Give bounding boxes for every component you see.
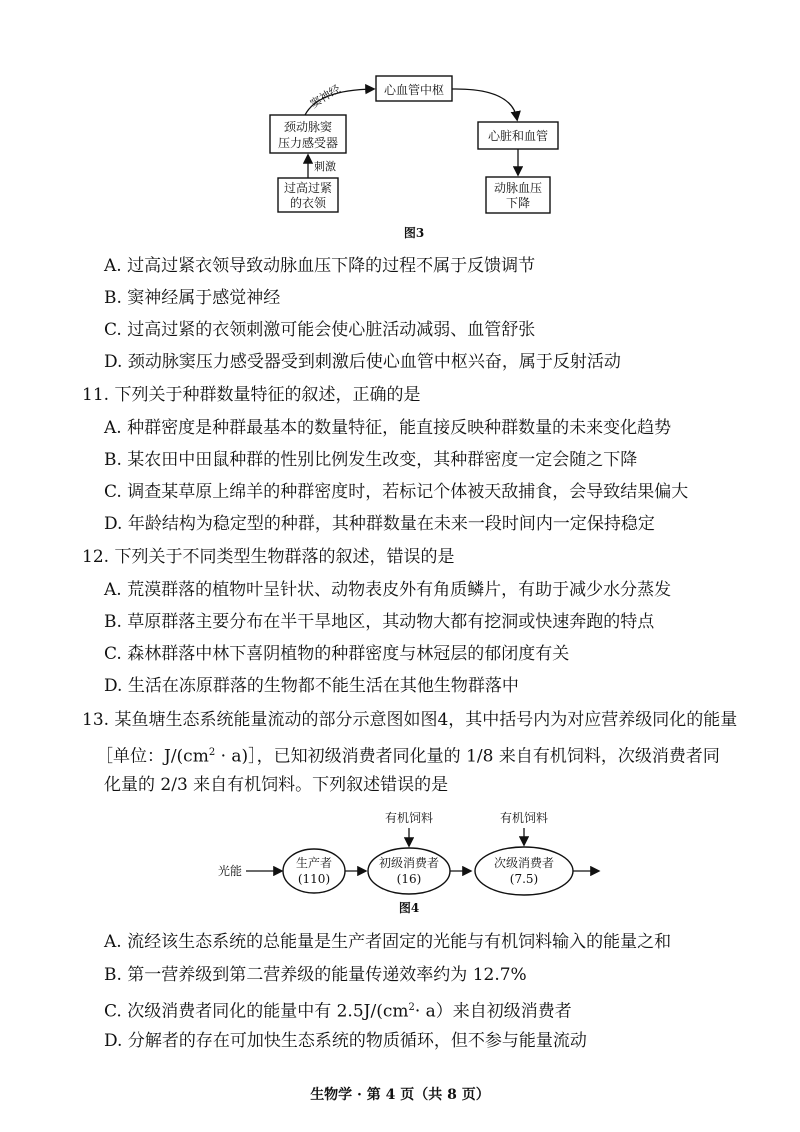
q11-option-c: C. 调查某草原上绵羊的种群密度时，若标记个体被天敌捕食，会导致结果偏大 — [104, 482, 689, 502]
q13-option-c-b: · a）来自初级消费者 — [414, 1001, 572, 1022]
figure-3-caption: 图3 — [403, 226, 425, 240]
secondary-name: 次级消费者 — [493, 856, 555, 870]
q10-option-c: C. 过高过紧的衣领刺激可能会使心脏活动减弱、血管舒张 — [104, 320, 536, 340]
label-stimulate: 刺激 — [314, 160, 336, 173]
q10-option-a: A. 过高过紧衣领导致动脉血压下降的过程不属于反馈调节 — [104, 256, 536, 276]
page-footer: 生物学 · 第 4 页（共 8 页） — [310, 1087, 490, 1103]
q13-stem-line2-sup: 2 — [208, 747, 216, 758]
node-secondary-consumer — [475, 847, 573, 895]
label-feed-1: 有机饲料 — [384, 811, 434, 825]
q10-option-d: D. 颈动脉窦压力感受器受到刺激后使心血管中枢兴奋，属于反射活动 — [104, 352, 621, 372]
q13-option-c-sup: 2 — [408, 1002, 415, 1013]
node-stimulus-line2: 的衣领 — [289, 196, 327, 210]
label-light: 光能 — [218, 864, 243, 878]
primary-value: (16) — [396, 872, 422, 886]
q13-option-d: D. 分解者的存在可加快生态系统的物质循环，但不参与能量流动 — [104, 1031, 587, 1051]
q12-option-d: D. 生活在冻原群落的生物都不能生活在其他生物群落中 — [104, 676, 519, 696]
q13-stem-line1: 13. 某鱼塘生态系统能量流动的部分示意图如图4，其中括号内为对应营养级同化的能量 — [82, 710, 738, 730]
node-pressure-line1: 动脉血压 — [493, 181, 543, 195]
q13-stem-line2-a: ［单位：J/(cm — [96, 746, 209, 767]
q13-option-c-a: C. 次级消费者同化的能量中有 2.5J/(cm — [104, 1001, 409, 1022]
producer-value: (110) — [297, 872, 331, 886]
q12-option-b: B. 草原群落主要分布在半干旱地区，其动物大都有挖洞或快速奔跑的特点 — [104, 612, 655, 632]
node-primary-consumer — [368, 848, 450, 894]
q13-stem-line2 — [96, 741, 720, 769]
node-receptor-line1: 颈动脉窦 — [283, 120, 333, 134]
node-stimulus-line1: 过高过紧 — [283, 181, 333, 195]
secondary-value: (7.5) — [509, 872, 539, 886]
node-center: 心血管中枢 — [383, 83, 445, 97]
q10-option-b: B. 窦神经属于感觉神经 — [104, 288, 281, 308]
figure-3-diagram — [0, 0, 800, 240]
label-feed-2: 有机饲料 — [499, 811, 549, 825]
q11-option-d: D. 年龄结构为稳定型的种群，其种群数量在未来一段时间内一定保持稳定 — [104, 514, 655, 534]
node-pressure-line2: 下降 — [505, 196, 531, 210]
figure-4-caption: 图4 — [398, 901, 420, 915]
label-nerve: 窦神经 — [307, 82, 343, 111]
q13-stem-line3: 化量的 2/3 来自有机饲料。下列叙述错误的是 — [104, 775, 449, 795]
producer-name: 生产者 — [295, 856, 333, 870]
q13-option-a: A. 流经该生态系统的总能量是生产者固定的光能与有机饲料输入的能量之和 — [104, 932, 672, 952]
node-receptor-line2: 压力感受器 — [277, 136, 339, 150]
primary-name: 初级消费者 — [378, 856, 440, 870]
q11-option-a: A. 种群密度是种群最基本的数量特征，能直接反映种群数量的未来变化趋势 — [104, 418, 672, 438]
q13-stem-line2-b: · a)］，已知初级消费者同化量的 1/8 来自有机饲料，次级消费者同 — [215, 746, 720, 767]
q11-stem: 11. 下列关于种群数量特征的叙述，正确的是 — [82, 385, 421, 405]
q12-option-c: C. 森林群落中林下喜阴植物的种群密度与林冠层的郁闭度有关 — [104, 644, 570, 664]
q13-option-c — [104, 996, 572, 1024]
node-heart: 心脏和血管 — [487, 129, 549, 143]
q11-option-b: B. 某农田中田鼠种群的性别比例发生改变，其种群密度一定会随之下降 — [104, 450, 638, 470]
q13-option-b: B. 第一营养级到第二营养级的能量传递效率约为 12.7% — [104, 965, 527, 985]
q12-option-a: A. 荒漠群落的植物叶呈针状、动物表皮外有角质鳞片，有助于减少水分蒸发 — [104, 580, 672, 600]
figure-4-diagram — [0, 800, 800, 930]
arrow-center-to-heart — [452, 89, 517, 119]
q12-stem: 12. 下列关于不同类型生物群落的叙述，错误的是 — [82, 547, 455, 567]
